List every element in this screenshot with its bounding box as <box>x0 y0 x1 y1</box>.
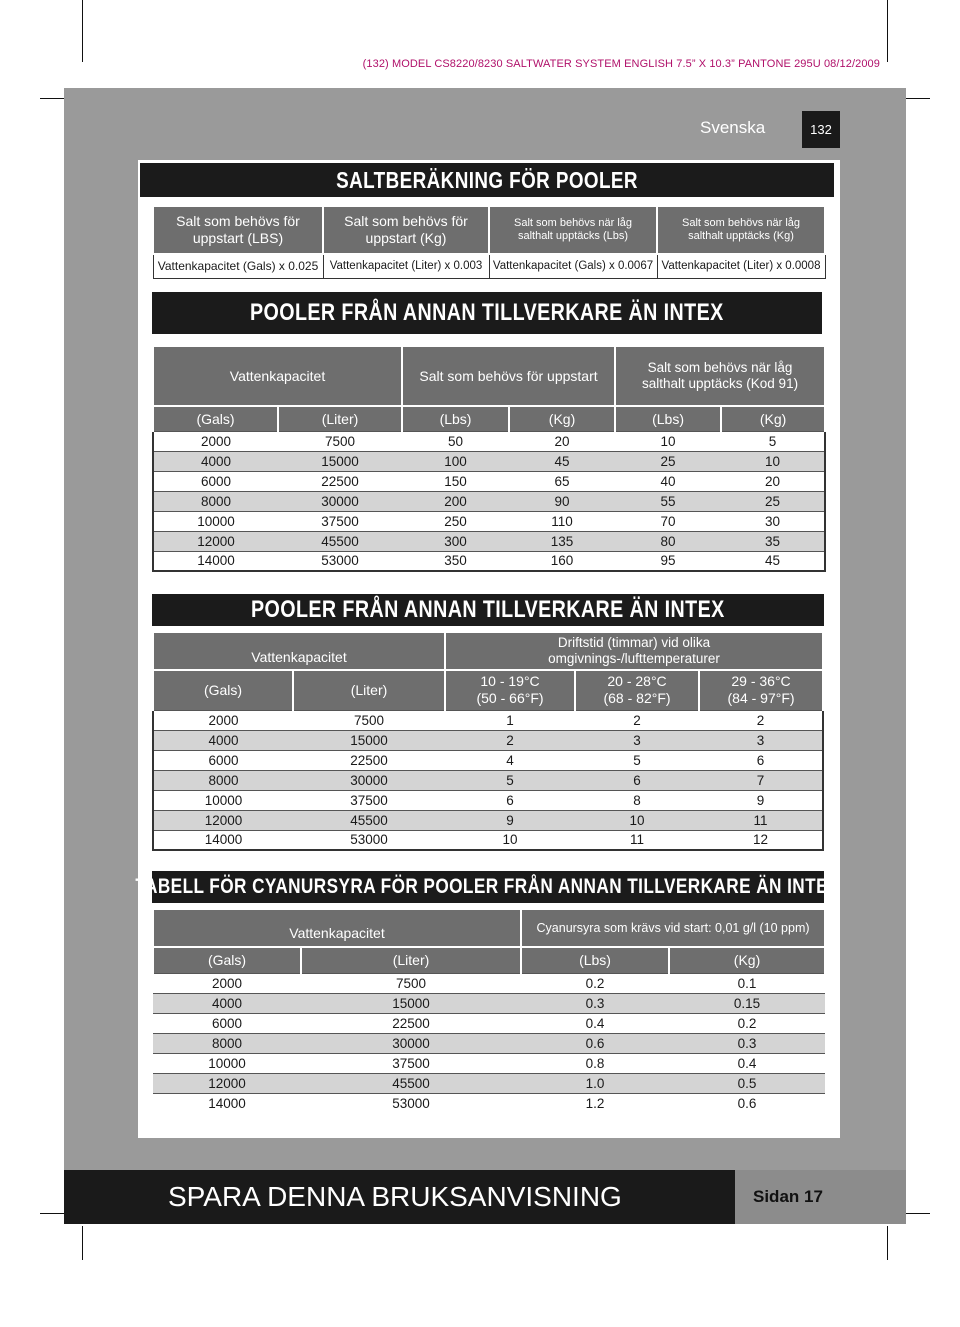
table-cell: 20 - 28°C (68 - 82°F) <box>575 670 699 710</box>
table-cell: (Kg) <box>721 406 825 431</box>
table-cell: 250 <box>402 511 509 531</box>
table-cell: 11 <box>699 810 823 830</box>
table-row <box>153 471 825 491</box>
table-cell: 22500 <box>301 1013 521 1033</box>
table-cell: 55 <box>615 491 721 511</box>
footer-save-text: SPARA DENNA BRUKSANVISNING <box>64 1170 735 1224</box>
table-cell: 37500 <box>278 511 402 531</box>
crop-mark <box>82 0 83 62</box>
table-cell: 45500 <box>301 1073 521 1093</box>
table-cell: 0.3 <box>669 1033 825 1053</box>
table-cell: 0.3 <box>521 993 669 1013</box>
table-cell: 14000 <box>153 1093 301 1113</box>
table-row <box>153 973 825 993</box>
table-cell: 2 <box>575 710 699 730</box>
table-cell: 10000 <box>153 790 293 810</box>
table-row <box>153 1073 825 1093</box>
table-row <box>153 531 825 551</box>
table-cell: 6 <box>699 750 823 770</box>
table-row <box>153 511 825 531</box>
table-cell: 30000 <box>278 491 402 511</box>
table-cell: 150 <box>402 471 509 491</box>
table-cell: 2000 <box>153 973 301 993</box>
table-cell: Vattenkapacitet (Liter) x 0.0008 <box>657 254 825 278</box>
table2-body <box>153 710 823 850</box>
table-cell: Vattenkapacitet <box>153 632 445 670</box>
table-cell: Vattenkapacitet <box>153 909 521 947</box>
table-cell: 8000 <box>153 491 278 511</box>
table-cell: 6000 <box>153 471 278 491</box>
table-row <box>153 1033 825 1053</box>
table-cell: Salt som behövs för uppstart <box>402 346 615 406</box>
table-cell: 45 <box>721 551 825 571</box>
table-cell: 6 <box>445 790 575 810</box>
table-cell: 0.1 <box>669 973 825 993</box>
table2-title: POOLER FRÅN ANNAN TILLVERKARE ÄN INTEX <box>152 594 824 626</box>
table-cell: 3 <box>699 730 823 750</box>
table-cell: 30 <box>721 511 825 531</box>
table-cell: 0.2 <box>521 973 669 993</box>
table-cell: 0.2 <box>669 1013 825 1033</box>
table-cell: 9 <box>699 790 823 810</box>
table-cell: 3 <box>575 730 699 750</box>
table-cell: 100 <box>402 451 509 471</box>
table-cell: 30000 <box>293 770 445 790</box>
crop-mark <box>887 0 888 62</box>
table-cell: 10 - 19°C (50 - 66°F) <box>445 670 575 710</box>
table-cell: 12 <box>699 830 823 850</box>
table-cell: Salt som behövs när låg salthalt upptäcks (Kg) <box>657 206 825 254</box>
table-cell: 8 <box>575 790 699 810</box>
table-cell: 45 <box>509 451 615 471</box>
table-cell: 14000 <box>153 830 293 850</box>
table-cell: 15000 <box>293 730 445 750</box>
table-cell: Vattenkapacitet (Liter) x 0.003 <box>323 254 489 278</box>
table-cell: 10 <box>575 810 699 830</box>
table-cell: 0.8 <box>521 1053 669 1073</box>
table-row <box>153 730 823 750</box>
table-cell: 37500 <box>293 790 445 810</box>
crop-mark <box>887 1226 888 1260</box>
table-cell: 30000 <box>301 1033 521 1053</box>
table-cell: 50 <box>402 431 509 451</box>
table-row <box>153 993 825 1013</box>
table-cell: 20 <box>721 471 825 491</box>
table3 <box>152 908 826 1113</box>
table-cell: 1.0 <box>521 1073 669 1093</box>
table-cell: 15000 <box>278 451 402 471</box>
table-cell: 53000 <box>278 551 402 571</box>
table-cell: 35 <box>721 531 825 551</box>
table-cell: 0.4 <box>521 1013 669 1033</box>
table-row <box>153 551 825 571</box>
table-cell: 53000 <box>301 1093 521 1113</box>
table-cell: 65 <box>509 471 615 491</box>
table-cell: 5 <box>445 770 575 790</box>
table-row <box>153 1053 825 1073</box>
table-cell: (Kg) <box>509 406 615 431</box>
table-cell: 10 <box>721 451 825 471</box>
table-cell: 22500 <box>278 471 402 491</box>
table-cell: Vattenkapacitet (Gals) x 0.0067 <box>489 254 657 278</box>
table-cell: 2 <box>699 710 823 730</box>
table-cell: 0.4 <box>669 1053 825 1073</box>
table-cell: 4000 <box>153 993 301 1013</box>
table1-title: POOLER FRÅN ANNAN TILLVERKARE ÄN INTEX <box>152 292 822 334</box>
table-row <box>153 431 825 451</box>
table-row <box>153 1093 825 1113</box>
table-cell: (Lbs) <box>615 406 721 431</box>
page-number-box: 132 <box>802 111 840 148</box>
table-cell: Salt som behövs för uppstart (Kg) <box>323 206 489 254</box>
table-cell: 8000 <box>153 1033 301 1053</box>
table-row <box>153 810 823 830</box>
salt-calc-table <box>152 205 826 279</box>
table-cell: Salt som behövs när låg salthalt upptäcks (Kod 91) <box>615 346 825 406</box>
table-cell: 53000 <box>293 830 445 850</box>
table3-body <box>153 973 825 1113</box>
table-row <box>153 790 823 810</box>
table-cell: 11 <box>575 830 699 850</box>
table-cell: 0.5 <box>669 1073 825 1093</box>
table-cell: 95 <box>615 551 721 571</box>
table-cell: (Liter) <box>301 947 521 973</box>
table-cell: 6000 <box>153 1013 301 1033</box>
table-cell: 7500 <box>301 973 521 993</box>
table-cell: 6000 <box>153 750 293 770</box>
table-row <box>153 491 825 511</box>
table-cell: 10 <box>445 830 575 850</box>
table-cell: 25 <box>615 451 721 471</box>
table-cell: (Gals) <box>153 947 301 973</box>
table-cell: 90 <box>509 491 615 511</box>
table-cell: 37500 <box>301 1053 521 1073</box>
table-row <box>153 710 823 730</box>
table-cell: 29 - 36°C (84 - 97°F) <box>699 670 823 710</box>
table-cell: Vattenkapacitet (Gals) x 0.025 <box>153 254 323 278</box>
table-cell: 300 <box>402 531 509 551</box>
table-cell: 40 <box>615 471 721 491</box>
table-cell: 1 <box>445 710 575 730</box>
table-cell: 4000 <box>153 451 278 471</box>
table2 <box>152 631 824 851</box>
print-header: (132) MODEL CS8220/8230 SALTWATER SYSTEM ENGLISH 7.5” X 10.3” PANTONE 295U 08/12/2009 <box>362 58 880 70</box>
table-cell: 9 <box>445 810 575 830</box>
table-cell: 10000 <box>153 511 278 531</box>
table-cell: 70 <box>615 511 721 531</box>
table-cell: 10 <box>615 431 721 451</box>
table-cell: Cyanursyra som krävs vid start: 0,01 g/l (10 ppm) <box>521 909 825 947</box>
table-cell: (Kg) <box>669 947 825 973</box>
table-cell: Driftstid (timmar) vid olika omgivnings-/lufttemperaturer <box>445 632 823 670</box>
table-cell: 10000 <box>153 1053 301 1073</box>
table-cell: 5 <box>575 750 699 770</box>
table-row <box>153 830 823 850</box>
table-cell: 14000 <box>153 551 278 571</box>
table-row <box>153 750 823 770</box>
table-cell: 350 <box>402 551 509 571</box>
table-cell: (Liter) <box>293 670 445 710</box>
table-cell: 110 <box>509 511 615 531</box>
table-row <box>153 1013 825 1033</box>
table-cell: 12000 <box>153 810 293 830</box>
table-cell: 1.2 <box>521 1093 669 1113</box>
table-cell: 45500 <box>278 531 402 551</box>
table-cell: 5 <box>721 431 825 451</box>
table1-body <box>153 431 825 571</box>
table-cell: 8000 <box>153 770 293 790</box>
table-cell: 80 <box>615 531 721 551</box>
table-cell: (Gals) <box>153 406 278 431</box>
table-cell: (Lbs) <box>521 947 669 973</box>
table-cell: 0.15 <box>669 993 825 1013</box>
table-cell: Salt som behövs när låg salthalt upptäcks (Lbs) <box>489 206 657 254</box>
table-cell: 12000 <box>153 1073 301 1093</box>
table-cell: 4 <box>445 750 575 770</box>
table-cell: 0.6 <box>521 1033 669 1053</box>
table1 <box>152 345 826 572</box>
crop-mark <box>82 1226 83 1260</box>
table-cell: Vattenkapacitet <box>153 346 402 406</box>
table-cell: 25 <box>721 491 825 511</box>
table-cell: 160 <box>509 551 615 571</box>
table-cell: 135 <box>509 531 615 551</box>
table-cell: 45500 <box>293 810 445 830</box>
table-cell: (Liter) <box>278 406 402 431</box>
table3-title: TABELL FÖR CYANURSYRA FÖR POOLER FRÅN ANNAN TILLVERKARE ÄN INTEX <box>152 871 824 903</box>
table-cell: 20 <box>509 431 615 451</box>
table-row <box>153 770 823 790</box>
table-cell: 2000 <box>153 710 293 730</box>
table-cell: 4000 <box>153 730 293 750</box>
table-cell: 2000 <box>153 431 278 451</box>
table-cell: 2 <box>445 730 575 750</box>
table-cell: 7500 <box>293 710 445 730</box>
table-cell: Salt som behövs för uppstart (LBS) <box>153 206 323 254</box>
table-cell: (Lbs) <box>402 406 509 431</box>
language-label: Svenska <box>700 118 766 137</box>
table-cell: (Gals) <box>153 670 293 710</box>
table-cell: 6 <box>575 770 699 790</box>
table-cell: 0.6 <box>669 1093 825 1113</box>
table-cell: 7 <box>699 770 823 790</box>
table-cell: 200 <box>402 491 509 511</box>
table-cell: 15000 <box>301 993 521 1013</box>
table-cell: 22500 <box>293 750 445 770</box>
table-cell: 7500 <box>278 431 402 451</box>
salt-calc-title: SALTBERÄKNING FÖR POOLER <box>140 163 834 197</box>
table-cell: 12000 <box>153 531 278 551</box>
footer-page-label: Sidan 17 <box>735 1170 906 1224</box>
table-row <box>153 451 825 471</box>
